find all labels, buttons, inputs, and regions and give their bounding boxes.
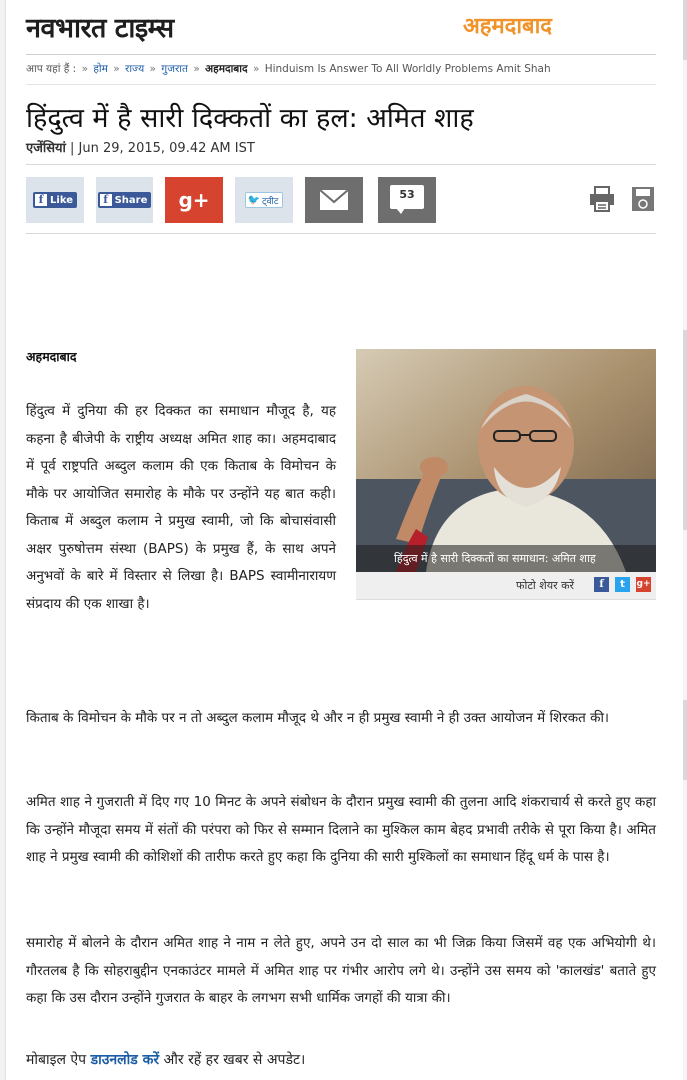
- breadcrumb-states[interactable]: राज्य: [125, 63, 145, 75]
- twitter-icon: 🐦: [247, 194, 261, 206]
- breadcrumb-divider: [26, 84, 656, 85]
- breadcrumb-gujarat[interactable]: गुजरात: [161, 63, 188, 75]
- breadcrumb-page-title: Hinduism Is Answer To All Worldly Problems Amit Shah: [264, 63, 551, 75]
- page-left-gutter: [0, 0, 6, 1080]
- article-agency: एजेंसियां: [26, 141, 66, 156]
- photo-image: [356, 349, 656, 572]
- facebook-share-button[interactable]: [96, 177, 153, 223]
- city-section-label[interactable]: अहमदाबाद: [463, 14, 552, 39]
- scrollbar-segment: [683, 0, 687, 60]
- google-plus-icon: g+: [178, 188, 210, 212]
- app-promo-suffix: और रहें हर खबर से अपडेट।: [163, 1052, 306, 1068]
- article-paragraph-3: अमित शाह ने गुजराती में दिए गए 10 मिनट के अपने संबोधन के दौरान प्रमुख स्वामी की तुलना आदि शंकराचार्य से करते हुए कहा कि उन्होंने मौजूदा समय में संतों की परंपरा को फिर से सम्मान दिलाने का मुश्किल काम बेहद प्रभावी तरीके से पूरा किया है। अमित शाह ने प्रमुख स्वामी की कोशिशों की तारीफ करते हुए कहा कि दुनिया की सारी मुश्किलों का समाधान हिंदू धर्म के पास है।: [26, 794, 656, 865]
- comments-button[interactable]: [378, 177, 436, 223]
- photo-caption: हिंदुत्व में है सारी दिक्कतों का समाधान: अमित शाह: [356, 545, 656, 572]
- photo-twitter-icon[interactable]: t: [615, 577, 630, 592]
- share-bar-bottom-divider: [26, 233, 656, 234]
- print-icon: [588, 185, 616, 213]
- app-download-link[interactable]: डाउनलोड करें: [90, 1052, 160, 1068]
- article-title: हिंदुत्व में है सारी दिक्कतों का हल: अमित शाह: [26, 103, 474, 134]
- article-paragraph-2: किताब के विमोचन के मौके पर न तो अब्दुल कलाम मौजूद थे और न ही प्रमुख स्वामी ने ही उक्त आयोजन में शिरकत की।: [26, 710, 610, 726]
- article-byline: [26, 138, 255, 156]
- photo-share-label: फोटो शेयर करें: [516, 579, 575, 592]
- save-button[interactable]: [631, 186, 655, 212]
- comment-icon: [390, 185, 424, 209]
- article-photo[interactable]: [356, 349, 656, 572]
- share-bar-top-divider: [26, 164, 656, 165]
- tweet-label: ट्वीट: [262, 196, 279, 207]
- breadcrumb-home[interactable]: होम: [93, 63, 108, 75]
- facebook-icon: f: [35, 194, 47, 206]
- site-logo[interactable]: नवभारत टाइम्स: [26, 13, 174, 44]
- facebook-share-label: Share: [114, 194, 148, 206]
- save-icon: [631, 186, 655, 212]
- photo-google-plus-icon[interactable]: g+: [636, 577, 651, 592]
- article-paragraph-1: हिंदुत्व में दुनिया की हर दिक्कत का समाधान मौजूद है, यह कहना है बीजेपी के राष्ट्रीय अध्यक्ष अमित शाह का। अहमदाबाद में पूर्व राष्ट्रपति अब्दुल कलाम की एक किताब के विमोचन के मौके पर आयोजित समारोह के मौके पर उन्होंने यह बात कही। किताब में अब्दुल कलाम ने प्रमुख स्वामी, जो कि बोचासंवासी अक्षर पुरुषोत्तम संस्था (BAPS) के प्रमुख हैं, के साथ अपने अनुभवों के बारे में विस्तार से लिखा है। BAPS स्वामीनारायण संप्रदाय की एक शाखा है।: [26, 403, 336, 612]
- header-divider: [26, 54, 656, 55]
- scrollbar-segment: [683, 700, 687, 780]
- facebook-like-button[interactable]: [26, 177, 84, 223]
- tweet-button[interactable]: [235, 177, 293, 223]
- scrollbar-thumb[interactable]: [683, 330, 687, 530]
- email-share-button[interactable]: [305, 177, 363, 223]
- app-download-promo: [26, 1050, 305, 1069]
- print-button[interactable]: [588, 185, 616, 213]
- breadcrumb-prefix: आप यहां हैं :: [26, 63, 77, 75]
- comment-count: 53: [399, 188, 415, 201]
- facebook-icon: f: [100, 194, 112, 206]
- google-plus-button[interactable]: [165, 177, 223, 223]
- app-promo-prefix: मोबाइल ऐप: [26, 1052, 87, 1068]
- facebook-like-label: Like: [50, 194, 73, 206]
- article-dateline: अहमदाबाद: [26, 349, 77, 364]
- photo-facebook-icon[interactable]: f: [594, 577, 609, 592]
- page-scrollbar[interactable]: [683, 0, 687, 1080]
- mail-icon: [319, 189, 349, 211]
- breadcrumb-ahmedabad[interactable]: अहमदाबाद: [205, 63, 248, 75]
- article-date: | Jun 29, 2015, 09.42 AM IST: [70, 141, 255, 156]
- breadcrumb: आप यहां हैं : » होम » राज्य » गुजरात » अहमदाबाद » Hinduism Is Answer To All Worldly Problems Amit Shah: [26, 63, 551, 75]
- photo-share-bar: [356, 572, 656, 600]
- article-paragraph-4: समारोह में बोलने के दौरान अमित शाह ने नाम न लेते हुए, अपने उन दो साल का भी जिक्र किया जिसमें वह एक अभियोगी थे। गौरतलब है कि सोहराबुद्दीन एनकाउंटर मामले में अमित शाह पर गंभीर आरोप लगे थे। उन्होंने उस समय को 'कालखंड' बताते हुए कहा कि उस दौरान उन्होंने गुजरात के बाहर के लगभग सभी धार्मिक जगहों की यात्रा की।: [26, 935, 656, 1006]
